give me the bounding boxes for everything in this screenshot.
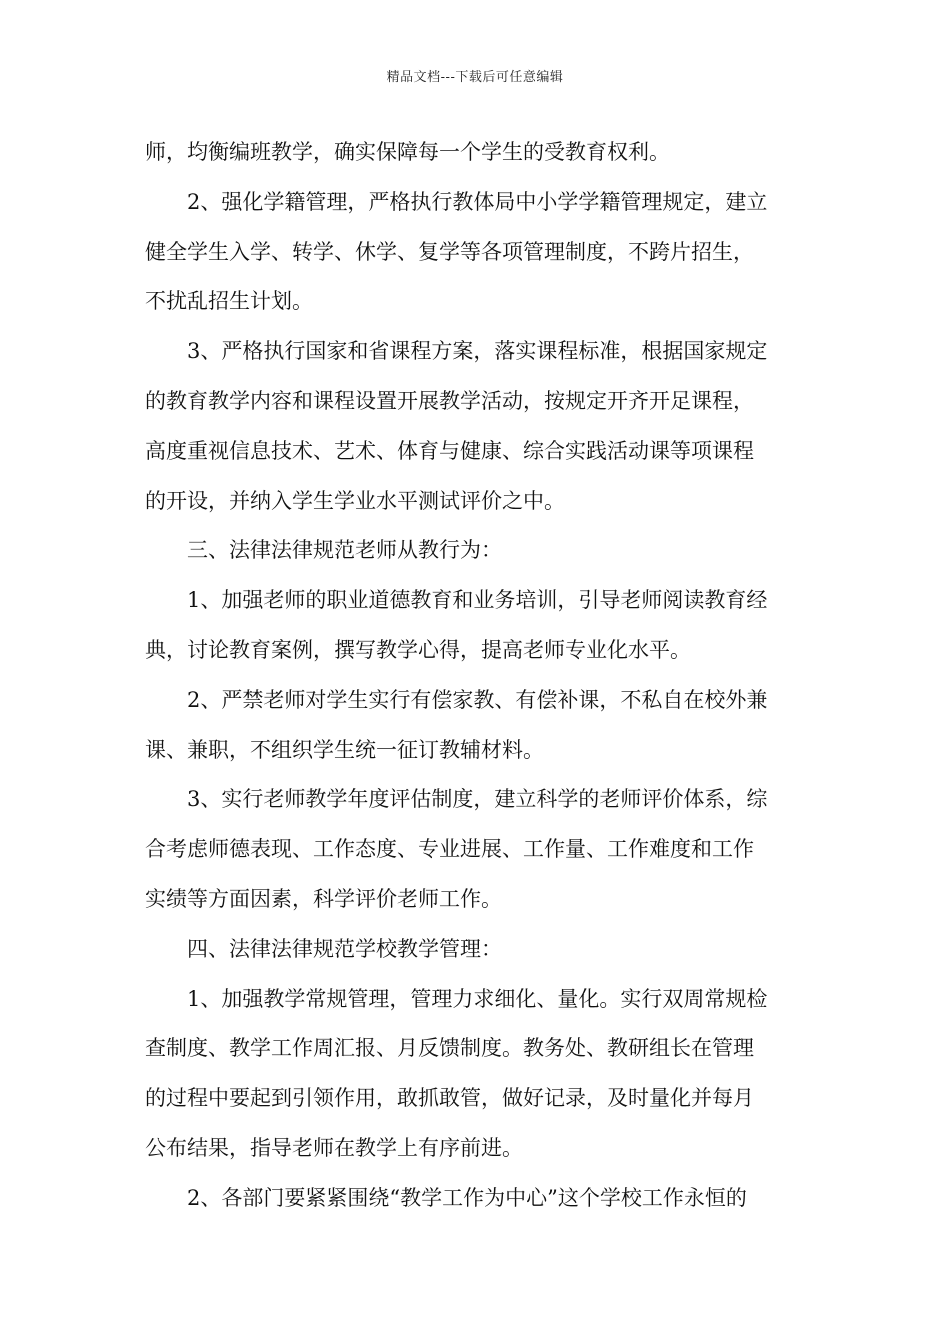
text-line: 公布结果，指导老师在教学上有序前进。 [145,1135,523,1160]
document-body [145,128,807,1224]
text-line: 1、加强老师的职业道德教育和业务培训，引导老师阅读教育经 [187,588,768,613]
text-line: 合考虑师德表现、工作态度、专业进展、工作量、工作难度和工作 [145,837,754,862]
text-line: 的开设，并纳入学生学业水平测试评价之中。 [145,488,565,513]
text-line: 2、各部门要紧紧围绕“教学工作为中心”这个学校工作永恒的 [187,1185,747,1210]
text-line: 的教育教学内容和课程设置开展教学活动，按规定开齐开足课程， [145,388,754,413]
text-line: 3、实行老师教学年度评估制度，建立科学的老师评价体系，综 [187,787,768,812]
section-heading: 三、法律法律规范老师从教行为： [187,538,502,563]
text-line: 查制度、教学工作周汇报、月反馈制度。教务处、教研组长在管理 [145,1036,754,1061]
text-line: 1、加强教学常规管理，管理力求细化、量化。实行双周常规检 [187,986,768,1011]
text-line: 实绩等方面因素，科学评价老师工作。 [145,886,502,911]
text-line: 3、严格执行国家和省课程方案，落实课程标准，根据国家规定 [187,339,768,364]
page-header: 精品文档---下载后可任意编辑 [386,70,564,85]
text-line: 2、严禁老师对学生实行有偿家教、有偿补课，不私自在校外兼 [187,687,768,712]
text-line: 的过程中要起到引领作用，敢抓敢管，做好记录，及时量化并每月 [145,1086,754,1111]
text-line: 典，讨论教育案例，撰写教学心得，提高老师专业化水平。 [145,637,691,662]
section-heading: 四、法律法律规范学校教学管理： [187,936,502,961]
text-line: 不扰乱招生计划。 [145,289,313,314]
text-line: 师，均衡编班教学，确实保障每一个学生的受教育权利。 [145,140,670,164]
text-line: 2、强化学籍管理，严格执行教体局中小学学籍管理规定，建立 [187,189,768,214]
text-line: 健全学生入学、转学、休学、复学等各项管理制度，不跨片招生， [145,239,754,264]
text-line: 课、兼职，不组织学生统一征订教辅材料。 [145,737,544,762]
text-line: 高度重视信息技术、艺术、体育与健康、综合实践活动课等项课程 [145,438,754,463]
